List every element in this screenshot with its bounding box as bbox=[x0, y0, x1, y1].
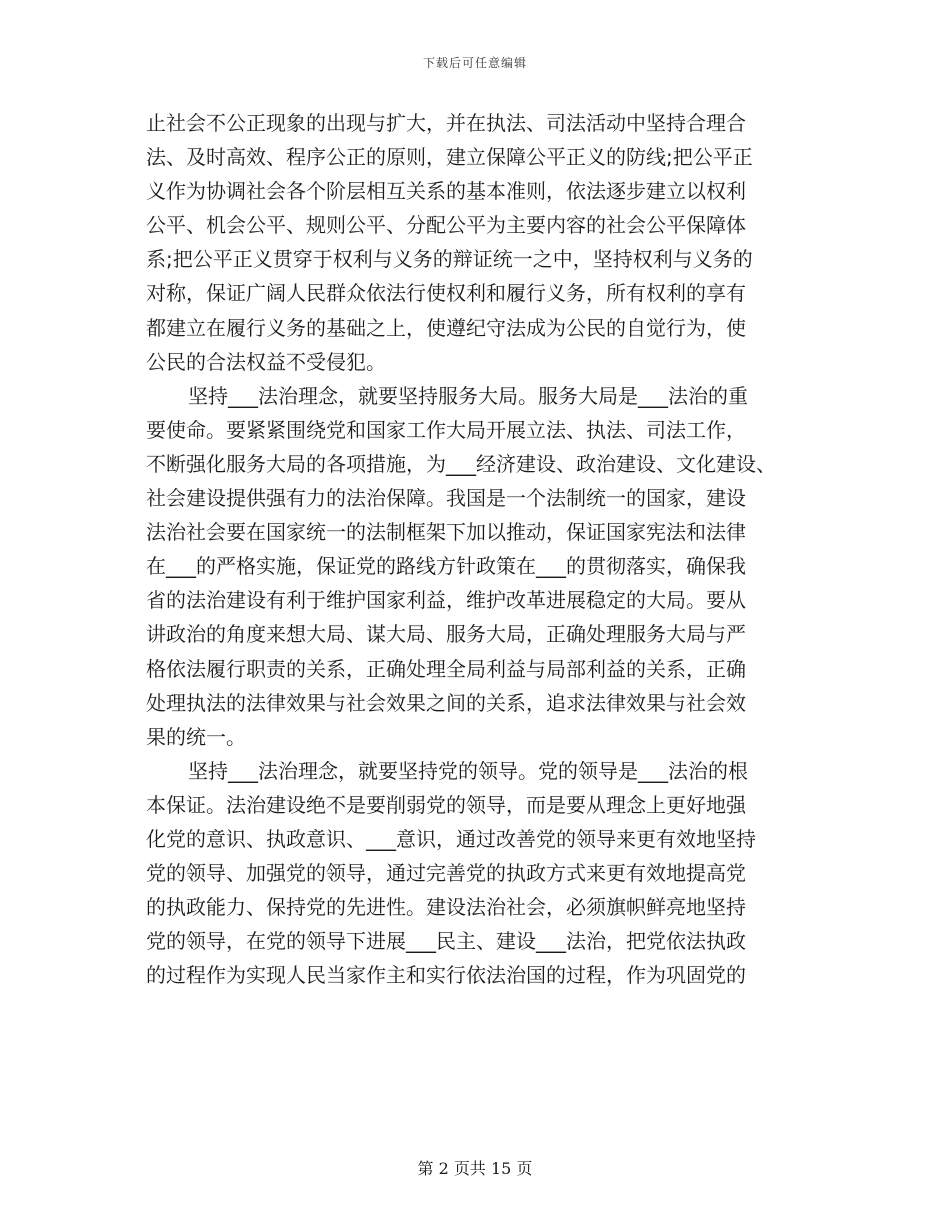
text-line: 讲政治的角度来想大局、谋大局、服务大局，正确处理服务大局与严 bbox=[146, 622, 746, 647]
text-line: 公平、机会公平、规则公平、分配公平为主要内容的社会公平保障体 bbox=[146, 213, 746, 238]
text-line: 坚持___法治理念，就要坚持服务大局。服务大局是___法治的重 bbox=[188, 383, 748, 408]
text-line: 在___的严格实施，保证党的路线方针政策在___的贯彻落实，确保我 bbox=[146, 554, 746, 579]
text-line: 省的法治建设有利于维护国家利益，维护改革进展稳定的大局。要从 bbox=[146, 588, 746, 613]
document-body bbox=[146, 106, 826, 992]
text-line: 的执政能力、保持党的先进性。建设法治社会，必须旗帜鲜亮地坚持 bbox=[146, 895, 746, 920]
page-number-footer: 第 2 页共 15 页 bbox=[417, 1159, 533, 1178]
paragraph-3 bbox=[146, 754, 826, 993]
text-line: 止社会不公正现象的出现与扩大，并在执法、司法活动中坚持合理合 bbox=[146, 111, 746, 135]
page-header: 下载后可任意编辑 bbox=[422, 56, 527, 70]
paragraph-2 bbox=[146, 379, 826, 754]
text-line: 都建立在履行义务的基础之上，使遵纪守法成为公民的自觉行为，使 bbox=[146, 315, 746, 340]
text-line: 坚持___法治理念，就要坚持党的领导。党的领导是___法治的根 bbox=[188, 758, 748, 783]
text-line: 的过程作为实现人民当家作主和实行依法治国的过程，作为巩固党的 bbox=[146, 963, 746, 988]
text-line: 义作为协调社会各个阶层相互关系的基本准则，依法逐步建立以权利 bbox=[146, 179, 746, 204]
text-line: 社会建设提供强有力的法治保障。我国是一个法制统一的国家，建设 bbox=[146, 486, 746, 511]
paragraph-1 bbox=[146, 106, 826, 379]
text-line: 格依法履行职责的关系，正确处理全局利益与局部利益的关系，正确 bbox=[146, 656, 746, 681]
text-line: 法、及时高效、程序公正的原则，建立保障公平正义的防线;把公平正 bbox=[146, 145, 753, 170]
text-line: 要使命。要紧紧围绕党和国家工作大局开展立法、执法、司法工作， bbox=[146, 417, 746, 442]
text-line: 化党的意识、执政意识、___意识，通过改善党的领导来更有效地坚持 bbox=[146, 826, 756, 851]
text-line: 党的领导、加强党的领导，通过完善党的执政方式来更有效地提高党 bbox=[146, 861, 746, 886]
text-line: 公民的合法权益不受侵犯。 bbox=[146, 349, 386, 374]
text-line: 系;把公平正义贯穿于权利与义务的辩证统一之中，坚持权利与义务的 bbox=[146, 247, 753, 272]
text-line: 对称，保证广阔人民群众依法行使权利和履行义务，所有权利的享有 bbox=[146, 281, 746, 306]
text-line: 果的统一。 bbox=[146, 724, 246, 749]
text-line: 处理执法的法律效果与社会效果之间的关系，追求法律效果与社会效 bbox=[146, 690, 746, 715]
text-line: 党的领导，在党的领导下进展___民主、建设___法治，把党依法执政 bbox=[146, 929, 746, 954]
text-line: 法治社会要在国家统一的法制框架下加以推动，保证国家宪法和法律 bbox=[146, 520, 746, 545]
text-line: 本保证。法治建设绝不是要削弱党的领导，而是要从理念上更好地强 bbox=[146, 792, 746, 817]
text-line: 不断强化服务大局的各项措施，为___经济建设、政治建设、文化建设、 bbox=[146, 451, 776, 476]
